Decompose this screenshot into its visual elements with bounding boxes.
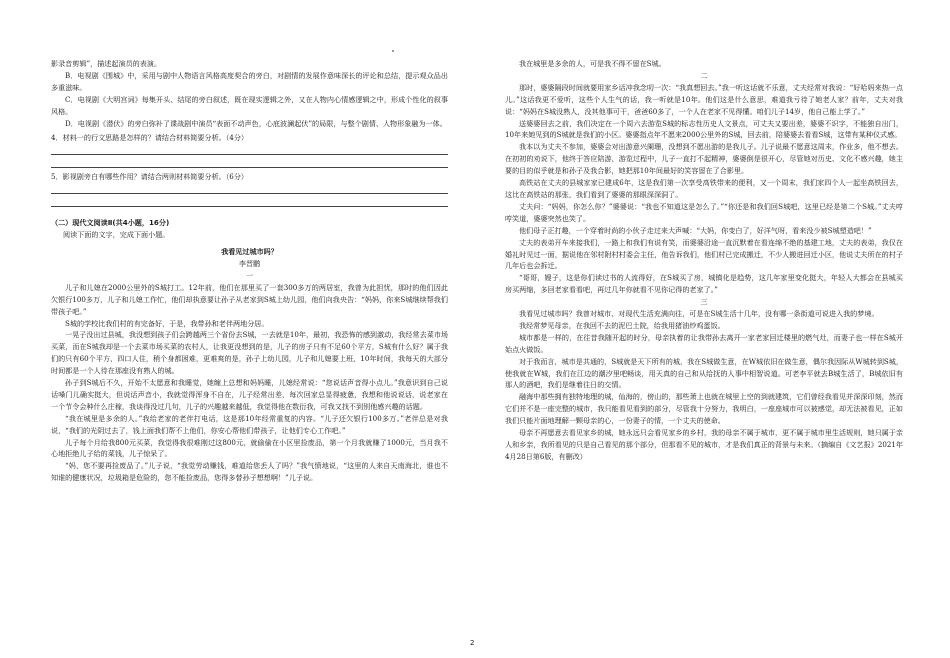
article-title: 我看见过城市吗？ [221,247,278,257]
option-c: C．电视剧《大明宫词》每集开头、结尾的旁白叙述，既在现实逻辑之外，又在人物内心情感逻辑之中，形成个性化的叙事风格。 [51,94,448,116]
paragraph: 对于我而言，城市是共通的，S城就是天下所有的城，我在S城做生意，在W城依旧在做生意，偶尔我因际从W城转到S城，使我就在W城，我们在江边的潮汐里吧畅谈，用天真的自己和从给抚的人事中相智说道。可老李平就去B城生活了，B城依旧有那人的酒吧，我们是继着往日的交情。 [505,356,903,390]
paragraph: “我在城里是多余的人。”我给老家的老伴打电话，这是那10年经常重复的内容。“儿子还欠银行100多万。”老伴总是对我说，“我们的光阴过去了，钱上面我们帮不上他们，你安心帮他们带孩子，让他们专心工作吧。” [51,413,448,435]
part-number: 三 [700,297,708,307]
instruction: 阅读下面的文字，完成下面小题。 [63,230,170,240]
paragraph: 城市都是一样的，在往昔我随开起的时分，母亲执着的让我带孙去离开一家老家回迁楼里的燃气灶，而妻子也一样在S城开始点火做饭。 [505,332,903,354]
paragraph: 我看见过城市吗？我曾对城市、对现代生活充满向往，可是在S城生活十几年，没有哪一条街道可说进入我的梦境。 [519,309,879,319]
paragraph: 一晃子没出过县城，我没想到孩子们会跨越两三个省份去S城，一去就是10年，最初，我恐怖的感到激动，我经常去菜市场买菜，而在S城我却是一个去菜市场买菜的农村人，让我更没想到的是，儿子的房子只有不足60个平方，S城有什么好？属于我们的只有60个平方，四口人住，稍个身都困难，更难爽的是，孙子上幼儿园，儿子和儿媳要上班，10年时间，我每天的大部分时间都是一个人待在那座没有熟人的城。 [51,330,448,376]
answer-line[interactable] [51,157,448,168]
paragraph: 融海中那些拥有独特地理的城，仙海的，傍山的，那些萧上也就在城里上空的到就建筑，它们曾经我看见并深深印刻，然而它们并不是一座完整的城市，我只能看见看到的部分，尽管我十分努力，我明白，一座座城市可以被感觉，却无法被看见，正如我们只能片面地理解一颗母亲的心，一份妻子的情，一个丈夫的使命。 [505,392,903,426]
question-4: 4．材料一的行文思路是怎样的？请结合材料简要分析。（4分） [51,133,249,143]
paragraph: 母亲不再愿意去看见家乡的城，她永远只会看见家乡的乡村，我的母亲不属于城市，更不属于城市里生活规则，她只属于亲人和乡亲，我所看见的只是自己看见的那个部分，但那看不见的城市，才是我们真正的背景与未来。（摘编自《文艺报》2021年4月28日第6版，有删改） [505,428,903,461]
paragraph: S城的学校比我们村的有完备好，于是，我带孙和老伴两地分居。 [65,318,269,328]
article-author: 李晋鹏 [238,258,261,268]
scan-dot [392,50,394,52]
right-column [505,58,903,463]
paragraph: “哥哥，嫂子，这是你们读过书的人流得好，在S城买了房，城镇化是趋势，这几年家里变化挺大，年轻人大都会在县城买房买两缩，多回老家看看吧，再过几年你就看不见你记得的老家了。” [505,273,903,295]
part-number: 一 [245,270,254,280]
paragraph: 丈夫问：“妈妈，你怎么你？”婆婆说：“我也不知道这是怎么了。”“你还是和我们回S城吧，这里已经是第二个S城。”丈夫哼哼笑道，婆婆突然也笑了。 [505,201,903,223]
paragraph: 送婆婆回去之前，我们决定在一个周六去游览S城的标志性历史人文景点，可丈夫又要出差，婆婆不识字，不能独自出门，10年来她见到的S城就是我们的小区。婆婆指点年不愿来2000公里外的S城，回去前，陪婆婆去看看S城，这带有某种仪式感。 [505,118,903,140]
option-b: B．电视剧《围城》中，采用与剧中人物语言风格高度契合的旁白，对剧情的发展作意味深长的评论和总结，提示观众品出多重滋味。 [51,70,448,92]
paragraph: 我本以为丈夫不参加，婆婆会对出游意兴阑珊，没想到不愿出游的是我儿子。儿子说最不愿意这周末，作业多，他不想去。在初初的劝说下，他终于答应陪游，游览过程中，儿子一直打不起精神，婆婆倒是很开心，尽管她对历史、文化不感兴趣，她主要的目的似乎就是和孙子及我合影，她把那10年间最好的笑容留在了合影里。 [505,142,903,176]
answer-line[interactable] [51,183,448,194]
part-number: 二 [700,70,708,80]
paragraph: 儿子和儿媳在2000公里外的S城打工。12年前，他们在那里买了一套300多万的两居室，我曾为此担忧，那时的他们因此欠银行100多万，儿子和儿媳工作忙，他们却执意要让孙子从老家到S城上幼儿园，他们向我央告：“妈妈，你来S城继续帮我们带孩子吧。” [51,282,448,316]
option-d: D．电视剧《潜伏》的旁白弥补了谍战剧中演员“表面不动声色，心底波澜起伏”的局限，与整个剧情、人物形象融为一体。 [65,118,447,128]
paragraph: 那时，婆婆隔段时间就要用家乡话冲我念叨一次：“我真想回去。”我一听这话就不乐意，丈夫经常对我说：“好哈妈来热一点儿。”这话我更不爱听，这些个人生气的话，我一听就是10年。他们这是什么意思，难道我亏待了她老人家？前年，丈夫对我说：“妈妈在S城没熟人，没其他事可干，爸爸60多了，一个人在老家不见得懂。咱们儿子14岁，他自己能上学了。” [505,82,903,116]
section-heading: （二）现代文阅读Ⅱ(共4小题，16分) [51,218,170,228]
paragraph: 我经常梦见母亲，在我回不去的泥巴土院，给我用猪油炒鸡蛋饭。 [519,320,725,330]
paragraph: “妈，您不要再捡废品了。”儿子说，“我觉劳动赚钱，难道给您丢人了吗？”我气愤地说，“这里的人来自天南海北，谁也不知谁的健康状况，垃圾箱是危险的，您不能捡废品，您得多替孙子想想啊！”儿子说。 [51,461,448,483]
paragraph: 丈夫的表弟开车来接我们，一路上和我们有说有笑，而婆婆沿途一直沉默着在看连绵不绝的基建工地，丈夫的表弟，我仅在婚礼时见过一面，据说他在邻村附村村委会主任，他告诉我们，他们村已完成搬迁，不少人搬进回迁小区，他说丈夫所在的村子几年后也会拆迁。 [505,237,903,271]
paragraph: 高铁站在丈夫的县城家家已建成6年，这是我们第一次享受高铁带来的便利，又一个周末，我们家四个人一起坐高铁回去，这比在高铁站的那张，我们看到了婆婆的那眼深深洞了。 [505,178,903,199]
paragraph: 我在城里是多余的人，可是我不得不留在S城。 [519,59,666,68]
answer-line[interactable] [51,196,448,207]
question-5: 5．影视剧旁白有哪些作用？请结合两则材料简要分析。（6分） [51,172,249,182]
answer-line[interactable] [51,144,448,155]
left-column [51,58,448,484]
page-number: 2 [470,639,475,647]
intro-line: 影录音剪辑”，描述起演员的表演。 [51,59,162,68]
paragraph: 他们母子正打趣，一个穿着时尚的小伙子走过来大声喊：“大妈，你变白了，好洋气呀，看来没少被S城塑造吧！” [519,225,872,235]
paragraph: 孙子到S城后不久，开始不太愿意和我睡觉，她缠上总想和妈妈睡，儿媳经常说：“您说话声音得小点儿。”我意识到自己说话嗓门儿确实挺大，但说话声音小，我就觉得浑身不自在，儿子经常出差，每次回家总显得疲惫，我想和他说说话，说老家在一个节令会种什么庄稼，我谈得没过几句，儿子的兴趣越来越低，我觉得他在数衍我，可我又找不到别他感兴趣的话题。 [51,378,448,411]
paragraph: 儿子每个月给我800元买菜，我觉得我很难刚过这800元，就偷偷在小区里捡废品，第一个月我就赚了1000元，当月我不心地拒绝儿子给的菜钱，儿子惊呆了。 [51,437,448,459]
